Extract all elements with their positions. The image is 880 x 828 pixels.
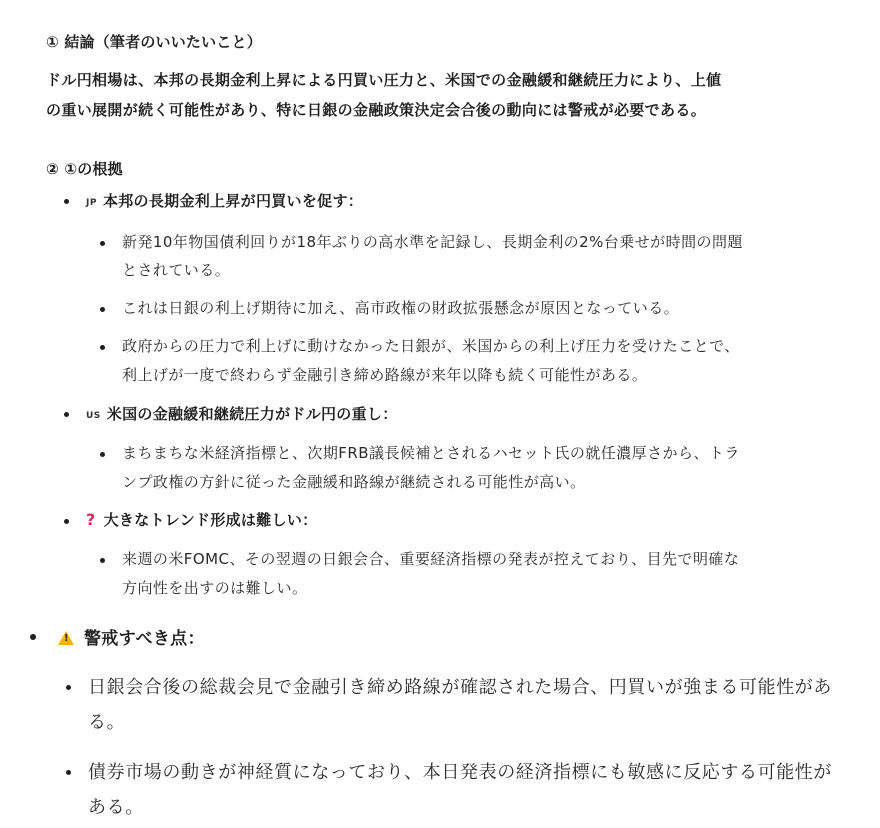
point-1-item-2-line-1: これは日銀の利上げ期待に加え、高市政権の財政拡張懸念が原因となっている。 <box>122 299 680 317</box>
bullet-dot <box>100 345 105 350</box>
point-2-title: 米国の金融緩和継続圧力がドル円の重し： <box>106 405 398 423</box>
point-3-item-1-line-1: 来週の米FOMC、その翌週の日銀会合、重要経済指標の発表が控えており、目先で明確な <box>122 550 740 568</box>
caution-item-1-line-1: 日銀会合後の総裁会見で金融引き締め路線が確認された場合、円買いが強まる可能性があ <box>88 677 832 698</box>
caution-title-row <box>58 624 205 649</box>
point-3-title: 大きなトレンド形成は難しい： <box>103 511 318 529</box>
bullet-dot <box>100 452 105 457</box>
bullet-dot <box>66 770 71 775</box>
jp-flag-icon: JP <box>86 198 97 208</box>
section-1-heading: ① 結論（筆者のいいたいこと） <box>46 33 262 51</box>
point-2-item-1-line-1: まちまちな米経済指標と、次期FRB議長候補とされるハセット氏の就任濃厚さから、トラ <box>122 444 740 462</box>
caution-title: 警戒すべき点： <box>84 629 205 649</box>
point-1-item-3-line-2: 利上げが一度で終わらず金融引き締め路線が来年以降も続く可能性がある。 <box>122 366 648 384</box>
point-3-title-row <box>86 509 317 530</box>
caution-item-1-line-2: る。 <box>88 712 126 733</box>
bullet-dot <box>100 558 105 563</box>
conclusion-line-1: ドル円相場は、本邦の長期金利上昇による円買い圧力と、米国での金融緩和継続圧力により、上値 <box>46 71 722 89</box>
caution-item-2-line-2: ある。 <box>88 797 144 818</box>
bullet-dot <box>64 519 69 524</box>
conclusion-line-2: の重い展開が続く可能性があり、特に日銀の金融政策決定会合後の動向には警戒が必要である。 <box>46 101 707 119</box>
point-2-item-1-line-2: ンプ政権の方針に従った金融緩和路線が継続される可能性が高い。 <box>122 473 586 491</box>
bullet-dot <box>64 199 69 204</box>
bullet-dot <box>64 412 69 417</box>
us-flag-icon: US <box>86 411 101 421</box>
point-1-item-1-line-2: とされている。 <box>122 261 231 279</box>
caution-item-2-line-1: 債券市場の動きが神経質になっており、本日発表の経済指標にも敏感に反応する可能性が <box>88 762 832 783</box>
point-1-item-3-line-1: 政府からの圧力で利上げに動けなかった日銀が、米国からの利上げ圧力を受けたことで、 <box>122 337 740 355</box>
point-1-title-row <box>86 190 363 211</box>
point-1-title: 本邦の長期金利上昇が円買いを促す： <box>102 192 364 210</box>
point-2-title-row <box>86 403 398 424</box>
point-3-item-1-line-2: 方向性を出すのは難しい。 <box>122 579 308 597</box>
point-1-item-1-line-1: 新発10年物国債利回りが18年ぶりの高水準を記録し、長期金利の2%台乗せが時間の問題 <box>122 233 743 251</box>
bullet-dot <box>100 241 105 246</box>
bullet-dot <box>100 307 105 312</box>
bullet-dot <box>30 634 36 640</box>
bullet-dot <box>66 685 71 690</box>
warning-icon <box>58 631 74 645</box>
section-2-heading: ② ①の根拠 <box>46 160 123 178</box>
question-mark-icon: ? <box>86 510 96 529</box>
